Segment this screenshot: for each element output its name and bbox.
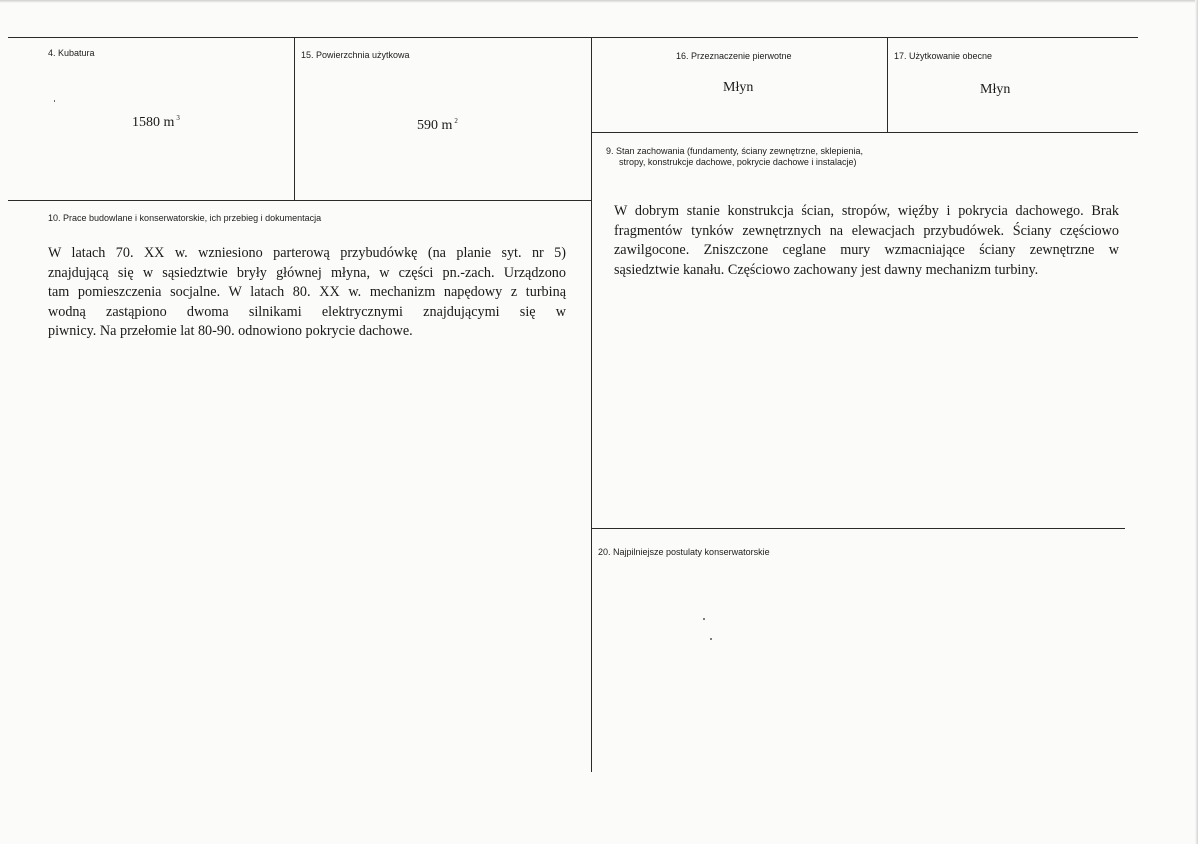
kubatura-label: 4. Kubatura bbox=[48, 48, 95, 58]
stan-label-line2: stropy, konstrukcje dachowe, pokrycie dachowe i instalacje) bbox=[619, 157, 857, 167]
kubatura-value bbox=[132, 114, 180, 131]
prace-label: 10. Prace budowlane i konserwatorskie, ich przebieg i dokumentacja bbox=[48, 213, 322, 223]
przeznaczenie-label: 16. Przeznaczenie pierwotne bbox=[676, 51, 792, 61]
prace-text bbox=[48, 244, 566, 342]
scan-speck bbox=[54, 100, 55, 102]
stan-text bbox=[614, 202, 1119, 280]
prace-line-3: tam pomieszczenia socjalne. W latach 80. XX w. mechanizm napędowy z turbiną bbox=[48, 284, 566, 301]
przeznaczenie-value: Młyn bbox=[723, 80, 754, 95]
stan-line-3: zawilgocone. Zniszczone ceglane mury wzmacniające ściany zewnętrzne w bbox=[614, 242, 1119, 259]
prace-line-1: W latach 70. XX w. wzniesiono parterową przybudówkę (na planie syt. nr 5) bbox=[48, 245, 566, 261]
prace-line-5: piwnicy. Na przełomie lat 80-90. odnowiono pokrycie dachowe. bbox=[48, 323, 413, 340]
prace-line-2: znajdującą się w sąsiedztwie bryły głównej młyna, w części pn.-zach. Urządzono bbox=[48, 264, 566, 281]
powierzchnia-label: 15. Powierzchnia użytkowa bbox=[301, 50, 410, 60]
uzytkowanie-value: Młyn bbox=[980, 82, 1011, 97]
stan-label-line1: 9. Stan zachowania (fundamenty, ściany zewnętrzne, sklepienia, bbox=[606, 146, 863, 156]
prace-line-4: wodną zastąpiono dwoma silnikami elektrycznymi znajdującymi się w bbox=[48, 303, 566, 320]
kubatura-unit-exponent: 3 bbox=[176, 114, 180, 122]
postulaty-label: 20. Najpilniejsze postulaty konserwatorskie bbox=[598, 547, 770, 557]
stan-line-2: fragmentów tynków zewnętrznych na elewacjach przybudówek. Ściany częściowo bbox=[614, 222, 1119, 239]
table-border-top bbox=[8, 37, 1138, 38]
scan-speck bbox=[703, 618, 705, 620]
scan-speck bbox=[710, 638, 712, 640]
page-edge-top bbox=[0, 0, 1198, 3]
powierzchnia-unit-exponent: 2 bbox=[454, 117, 458, 125]
divider-left-right bbox=[591, 37, 592, 772]
divider-przeznaczenie-uzytkowanie bbox=[887, 37, 888, 133]
powierzchnia-number: 590 m bbox=[417, 118, 453, 133]
divider-under-stan bbox=[591, 528, 1125, 529]
uzytkowanie-label: 17. Użytkowanie obecne bbox=[894, 51, 993, 61]
divider-kubatura-powierzchnia bbox=[294, 37, 295, 200]
divider-under-row16 bbox=[591, 132, 1138, 133]
powierzchnia-value bbox=[417, 117, 458, 134]
divider-under-row4 bbox=[8, 200, 591, 201]
kubatura-number: 1580 m bbox=[132, 115, 175, 130]
stan-line-1: W dobrym stanie konstrukcja ścian, stropów, więźby i pokrycia dachowego. Brak bbox=[614, 203, 1119, 219]
stan-line-4: sąsiedztwie kanału. Częściowo zachowany jest dawny mechanizm turbiny. bbox=[614, 261, 1039, 278]
